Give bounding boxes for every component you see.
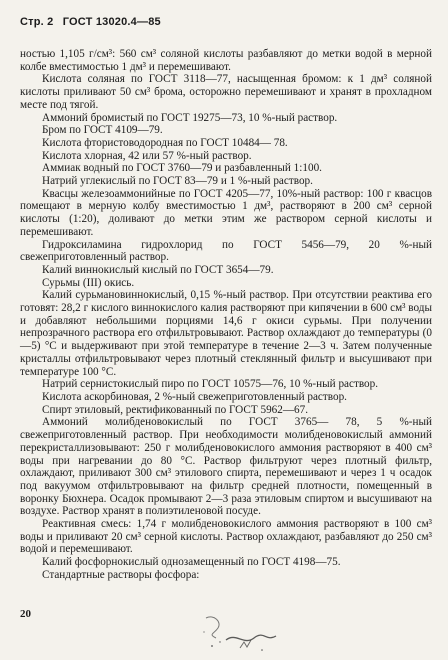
paragraph: Аммоний молибденовокислый по ГОСТ 3765— 78, 5 %-ный свежеприготовленный раствор. При необходимости молибденовокислый аммоний перекристаллизовывают: 250 г молибденовокислого аммония растворяют в 400 см³ воды при нагревании до 80 °С. Раствор фильтруют через плотный фильтр, охлаждают, приливают 300 см³ этилового спирта, перемешивают и через 1 ч осадок под вакуумом отфильтровывают на фильтр средней плотности, помещенный в воронку Бюхнера. Осадок промывают 2—3 раза этиловым спиртом и высушивают на воздухе. Раствор хранят в полиэтиленовой посуде.	[20, 416, 432, 518]
paragraph: Кислота соляная по ГОСТ 3118—77, насыщенная бромом: к 1 дм³ соляной кислоты приливают 50 см³ брома, осторожно перемешивают и хранят в прохладном месте под тягой.	[20, 73, 432, 111]
paragraph: Бром по ГОСТ 4109—79.	[42, 124, 163, 137]
body-text	[20, 48, 432, 582]
page-number: 20	[20, 608, 31, 620]
paragraph: ностью 1,105 г/см³: 560 см³ соляной кислоты разбавляют до метки водой в мерной колбе вместимостью 1 дм³ и перемешивают.	[20, 48, 432, 73]
paragraph: Сурьмы (III) окись.	[42, 276, 135, 289]
paragraph: Стандартные растворы фосфора:	[42, 568, 200, 581]
paragraph: Аммиак водный по ГОСТ 3760—79 и разбавленный 1:100.	[42, 162, 322, 175]
paragraph: Калий виннокислый кислый по ГОСТ 3654—79.	[42, 263, 274, 276]
paragraph: Аммоний бромистый по ГОСТ 19275—73, 10 %-ный раствор.	[42, 111, 338, 124]
handwritten-scribble	[196, 612, 286, 656]
paragraph: Спирт этиловый, ректификованный по ГОСТ 5962—67.	[42, 403, 309, 416]
page-header	[20, 16, 167, 28]
page-label: Стр. 2	[20, 16, 54, 28]
paragraph: Калий фосфорнокислый однозамещенный по ГОСТ 4198—75.	[42, 556, 341, 569]
paragraph: Натрий сернистокислый пиро по ГОСТ 10575—76, 10 %-ный раствор.	[42, 378, 379, 391]
paragraph: Кислота фтористоводородная по ГОСТ 10484— 78.	[42, 136, 288, 149]
paragraph: Калий сурьмановиннокислый, 0,15 %-ный раствор. При отсутствии реактива его готовят: 28,2 г кислого виннокислого калия растворяют при кипячении в 600 см³ воды и добавляют небольшими порциями 14,6 г окиси сурьмы. При получении непрозрачного раствора его отфильтровывают. Раствор охлаждают до температуры (0—5) °С и выдерживают при этой температуре в течение 2—3 ч. Затем полученные кристаллы отфильтровывают через плотный стеклянный фильтр и высушивают при температуре 100 °С.	[20, 289, 432, 378]
paragraph: Кислота аскорбиновая, 2 %-ный свежеприготовленный раствор.	[42, 390, 347, 403]
standard-code: ГОСТ 13020.4—85	[62, 16, 161, 28]
paragraph: Натрий углекислый по ГОСТ 83—79 и 1 %-ный раствор.	[42, 175, 313, 188]
paragraph: Гидроксиламина гидрохлорид по ГОСТ 5456—79, 20 %-ный свежеприготовленный раствор.	[20, 238, 432, 264]
paragraph: Кислота хлорная, 42 или 57 %-ный раствор.	[42, 149, 252, 162]
paragraph: Квасцы железоаммонийные по ГОСТ 4205—77, 10%-ный раствор: 100 г квасцов помещают в мерную колбу вместимостью 1 дм³, растворяют в 200 см³ серной кислоты (1:20), доливают до метки этим же раствором серной кислоты и перемешивают.	[20, 187, 432, 238]
paragraph: Реактивная смесь: 1,74 г молибденовокислого аммония растворяют в 100 см³ воды и приливают 20 см³ серной кислоты. Раствор охлаждают, разбавляют до 250 см³ водой и перемешивают.	[20, 518, 432, 556]
